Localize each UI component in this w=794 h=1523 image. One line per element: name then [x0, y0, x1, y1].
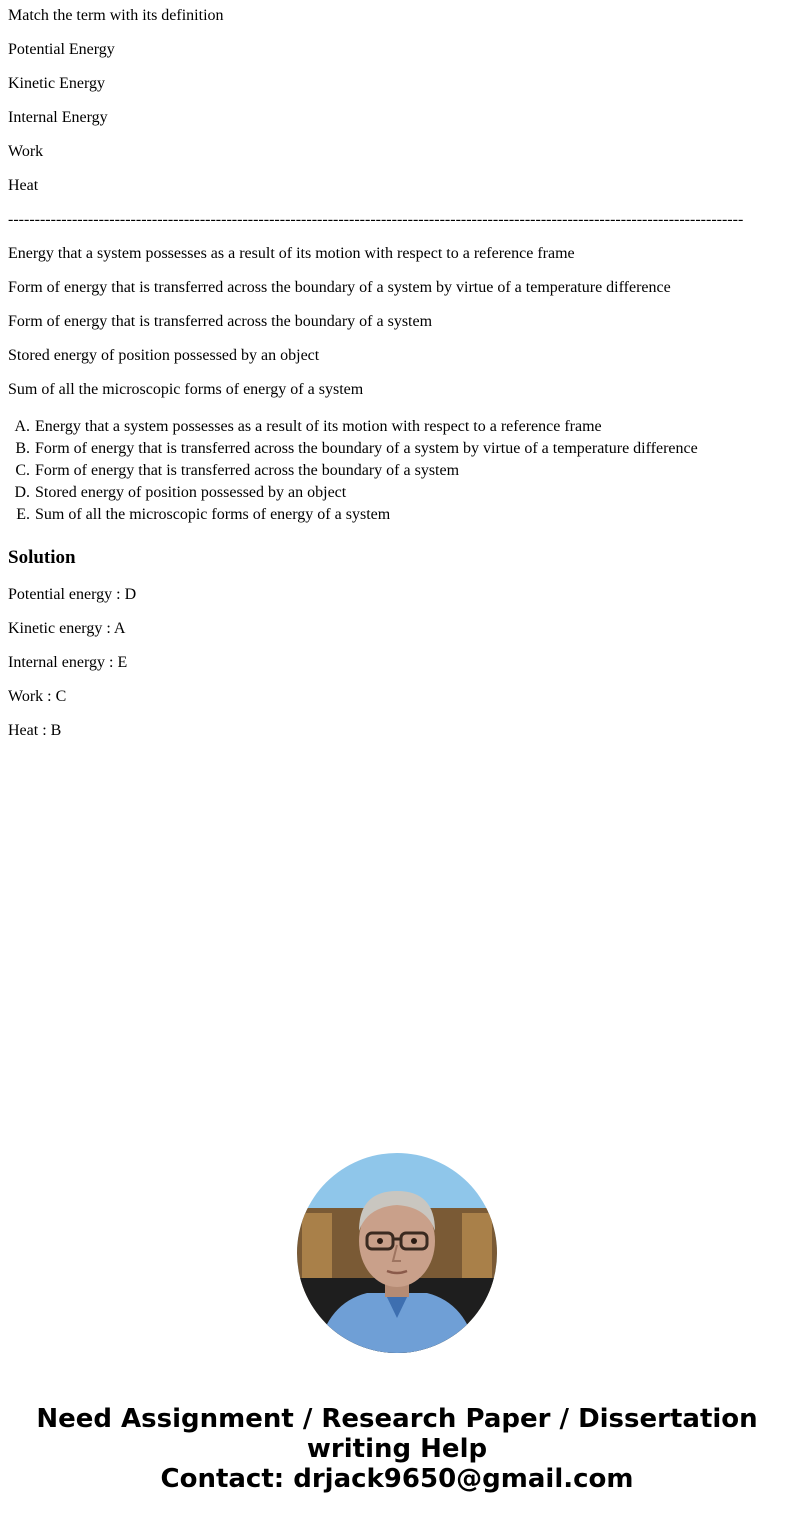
definition-item: Form of energy that is transferred across the boundary of a system by virtue of a temperature difference	[8, 279, 671, 296]
answer-internal-energy: Internal energy : E	[8, 654, 128, 671]
contact-banner	[0, 1404, 794, 1494]
cta-line-1: Need Assignment / Research Paper / Dissertation	[36, 1404, 758, 1434]
answer-work: Work : C	[8, 688, 67, 705]
option-d	[8, 484, 698, 506]
term-potential-energy: Potential Energy	[8, 41, 115, 58]
left-eye	[377, 1238, 383, 1244]
option-text: Form of energy that is transferred across the boundary of a system	[35, 462, 460, 479]
definition-item: Stored energy of position possessed by an object	[8, 347, 320, 364]
option-text: Stored energy of position possessed by an object	[35, 484, 347, 501]
option-b	[8, 440, 698, 462]
author-portrait	[297, 1153, 497, 1353]
answer-heat: Heat : B	[8, 722, 62, 739]
author-avatar	[297, 1153, 497, 1353]
solution-heading: Solution	[8, 547, 76, 568]
option-text: Sum of all the microscopic forms of energy of a system	[35, 506, 391, 523]
answer-potential-energy: Potential energy : D	[8, 586, 137, 603]
option-e	[8, 506, 698, 528]
question-prompt: Match the term with its definition	[8, 7, 224, 24]
term-work: Work	[8, 143, 44, 160]
definition-item: Sum of all the microscopic forms of energy of a system	[8, 381, 364, 398]
option-c	[8, 462, 698, 484]
options-list	[8, 418, 698, 528]
definition-item: Energy that a system possesses as a result of its motion with respect to a reference frame	[8, 245, 575, 262]
term-heat: Heat	[8, 177, 39, 194]
option-letter: B.	[15, 440, 30, 457]
term-kinetic-energy: Kinetic Energy	[8, 75, 106, 92]
definition-item: Form of energy that is transferred across the boundary of a system	[8, 313, 433, 330]
option-letter: E.	[16, 506, 30, 523]
cta-contact-line: Contact: drjack9650@gmail.com	[160, 1464, 634, 1494]
option-text: Form of energy that is transferred across the boundary of a system by virtue of a temperature difference	[35, 440, 698, 457]
option-letter: D.	[14, 484, 30, 501]
term-internal-energy: Internal Energy	[8, 109, 108, 126]
option-text: Energy that a system possesses as a result of its motion with respect to a reference frame	[35, 418, 602, 435]
divider-line: ------------------------------------------------------------------------------------------------------------------------------------------	[8, 211, 744, 228]
option-a	[8, 418, 698, 440]
option-letter: A.	[14, 418, 30, 435]
cta-line-2: writing Help	[306, 1434, 488, 1464]
right-eye	[411, 1238, 417, 1244]
option-letter: C.	[15, 462, 30, 479]
answer-kinetic-energy: Kinetic energy : A	[8, 620, 126, 637]
